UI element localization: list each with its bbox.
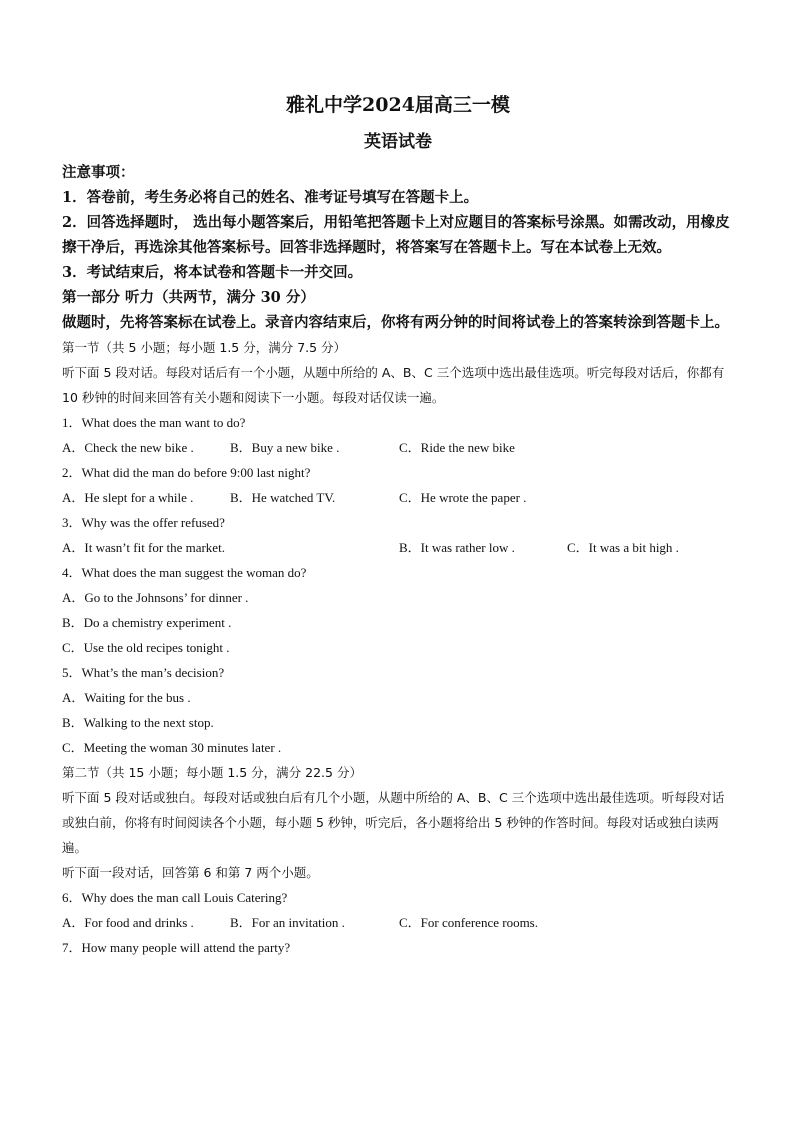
section1-heading: 第一节（共 5 小题；每小题 1.5 分，满分 7.5 分）	[62, 340, 347, 355]
question-4-option-c: C．Use the old recipes tonight .	[62, 640, 230, 655]
section2-heading: 第二节（共 15 小题；每小题 1.5 分，满分 22.5 分）	[62, 765, 362, 780]
question-4-option-b: B．Do a chemistry experiment .	[62, 615, 232, 630]
notice-item-2: 2．回答选择题时， 选出每小题答案后，用铅笔把答题卡上对应题目的答案标号涂黑。如需改动，用橡皮擦干净后，再选涂其他答案标号。回答非选择题时，将答案写在答题卡上。写在本试卷上无效。	[62, 214, 730, 256]
question-5-stem: 5．What’s the man’s decision?	[62, 665, 225, 680]
notice-heading: 注意事项：	[62, 164, 135, 181]
question-4-option-a: A．Go to the Johnsons’ for dinner .	[62, 590, 249, 605]
question-5-option-c: C．Meeting the woman 30 minutes later .	[62, 740, 282, 755]
option-a: A．It wasn’t fit for the market.	[62, 540, 225, 555]
option-c: C．For conference rooms.	[399, 915, 538, 930]
notice-item-3: 3．考试结束后，将本试卷和答题卡一并交回。	[62, 264, 363, 281]
notice-item-1: 1．答卷前，考生务必将自己的姓名、准考证号填写在答题卡上。	[62, 189, 479, 206]
question-2-stem: 2．What did the man do before 9:00 last night?	[62, 465, 311, 480]
question-5-option-b: B．Walking to the next stop.	[62, 715, 214, 730]
question-2-options	[62, 485, 734, 510]
exam-title: 雅礼中学2024届高三一模	[286, 94, 510, 116]
option-c: C．Ride the new bike	[399, 440, 515, 455]
exam-page	[62, 92, 734, 960]
question-6-options	[62, 910, 734, 935]
part1-instruction: 做题时，先将答案标在试卷上。录音内容结束后，你将有两分钟的时间将试卷上的答案转涂到答题卡上。	[62, 314, 729, 331]
option-c: C．He wrote the paper .	[399, 490, 527, 505]
option-b: B．He watched TV.	[230, 490, 336, 505]
option-b: B．For an invitation .	[230, 915, 345, 930]
question-1-stem: 1．What does the man want to do?	[62, 415, 246, 430]
option-a: A．He slept for a while .	[62, 490, 194, 505]
option-c: C．It was a bit high .	[567, 540, 679, 555]
question-4-stem: 4．What does the man suggest the woman do?	[62, 565, 307, 580]
section2-instruction: 听下面 5 段对话或独白。每段对话或独白后有几个小题，从题中所给的 A、B、C 三个选项中选出最佳选项。听每段对话或独白前，你将有时间阅读各个小题，每小题 5 秒钟，听完后，各小题将给出 5 秒钟的作答时间。每段对话或独白读两遍。	[62, 790, 725, 855]
question-7-stem: 7．How many people will attend the party?	[62, 940, 291, 955]
question-3-options	[62, 535, 734, 560]
question-1-options	[62, 435, 734, 460]
section1-instruction: 听下面 5 段对话。每段对话后有一个小题，从题中所给的 A、B、C 三个选项中选出最佳选项。听完每段对话后，你都有 10 秒钟的时间来回答有关小题和阅读下一小题。每段对话仅读一遍。	[62, 365, 725, 405]
option-b: B．It was rather low .	[399, 540, 515, 555]
part1-heading: 第一部分 听力（共两节，满分 30 分）	[62, 289, 315, 306]
option-a: A．For food and drinks .	[62, 915, 194, 930]
option-a: A．Check the new bike .	[62, 440, 194, 455]
question-3-stem: 3．Why was the offer refused?	[62, 515, 225, 530]
exam-subtitle: 英语试卷	[364, 132, 432, 152]
question-5-option-a: A．Waiting for the bus .	[62, 690, 191, 705]
option-b: B．Buy a new bike .	[230, 440, 340, 455]
question-6-stem: 6．Why does the man call Louis Catering?	[62, 890, 288, 905]
section2-group-note: 听下面一段对话，回答第 6 和第 7 两个小题。	[62, 865, 319, 880]
